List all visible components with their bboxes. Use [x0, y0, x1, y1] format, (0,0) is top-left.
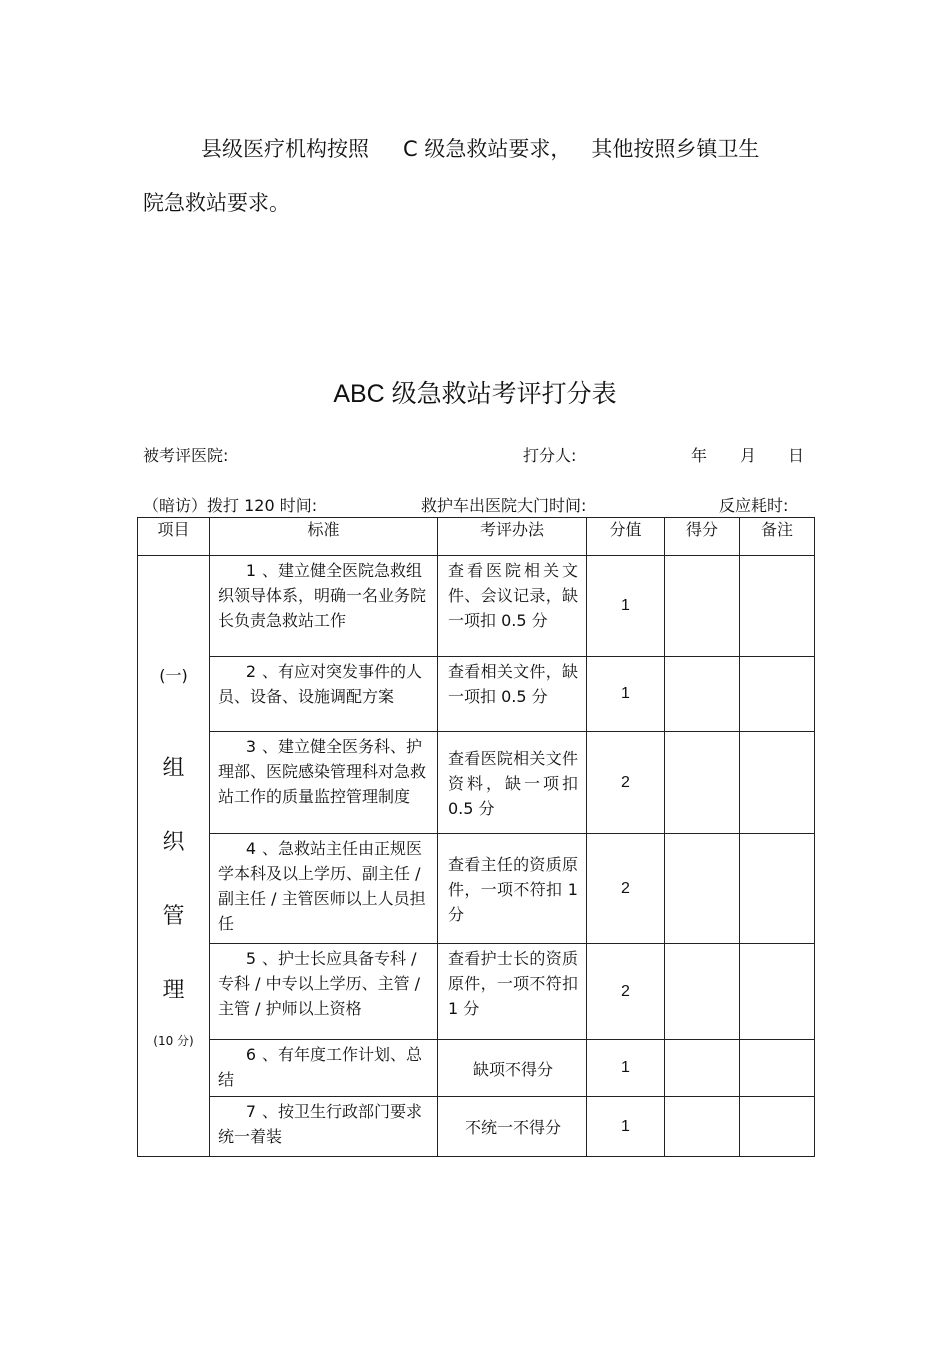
category-points: (10 分)	[153, 1034, 194, 1048]
standard-text: 、按卫生行政部门要求统一着装	[218, 1102, 423, 1146]
note-cell[interactable]	[740, 834, 815, 944]
score-cell[interactable]	[665, 834, 740, 944]
value-cell: 2	[587, 944, 665, 1040]
item-number: 7	[245, 1102, 256, 1121]
note-cell[interactable]	[740, 1097, 815, 1157]
value-cell: 2	[587, 732, 665, 834]
standard-cell	[210, 1097, 438, 1157]
intro-text-b: C 级急救站要求，	[403, 137, 572, 161]
note-cell[interactable]	[740, 1040, 815, 1097]
method-cell: 查看护士长的资质原件，一项不符扣 1 分	[438, 944, 587, 1040]
intro-text-c: 其他按照乡镇卫生	[591, 137, 760, 161]
note-cell[interactable]	[740, 732, 815, 834]
hospital-label: 被考评医院:	[143, 446, 229, 465]
score-cell[interactable]	[665, 1040, 740, 1097]
header-score: 得分	[665, 518, 740, 556]
table-row	[138, 1040, 815, 1097]
item-number: 2	[245, 662, 256, 681]
note-cell[interactable]	[740, 556, 815, 657]
item-number: 3	[245, 737, 256, 756]
note-cell[interactable]	[740, 944, 815, 1040]
table-row	[138, 556, 815, 657]
value-cell: 1	[587, 657, 665, 732]
table-row	[138, 944, 815, 1040]
table-row	[138, 657, 815, 732]
score-cell[interactable]	[665, 1097, 740, 1157]
day-label: 日	[788, 446, 805, 465]
value-cell: 1	[587, 1097, 665, 1157]
standard-text: 、护士长应具备专科 / 专科 / 中专以上学历、主管 / 主管 / 护师以上资格	[218, 949, 421, 1018]
category-char: 管	[162, 904, 185, 929]
method-cell: 查看主任的资质原件，一项不符扣 1 分	[438, 834, 587, 944]
standard-text: 、建立健全医务科、护理部、医院感染管理科对急救站工作的质量监控管理制度	[218, 737, 427, 806]
depart-time-label: 救护车出医院大门时间:	[421, 496, 587, 515]
response-time-label: 反应耗时:	[719, 496, 789, 515]
intro-paragraph	[143, 122, 803, 230]
standard-text: 、急救站主任由正规医学本科及以上学历、副主任 / 副主任 / 主管医师以上人员担任	[218, 839, 426, 933]
category-char: 织	[162, 830, 185, 855]
method-cell: 查看相关文件，缺一项扣 0.5 分	[438, 657, 587, 732]
item-number: 4	[245, 839, 256, 858]
note-cell[interactable]	[740, 657, 815, 732]
method-cell: 不统一不得分	[438, 1097, 587, 1157]
standard-cell	[210, 1040, 438, 1097]
standard-text: 、有应对突发事件的人员、设备、设施调配方案	[218, 662, 423, 706]
item-number: 1	[245, 561, 256, 580]
item-number: 5	[245, 949, 256, 968]
category-char: 组	[162, 756, 185, 781]
standard-cell	[210, 834, 438, 944]
category-cell	[138, 556, 210, 1157]
table-row	[138, 732, 815, 834]
intro-line-2: 院急救站要求。	[143, 191, 290, 215]
value-cell: 1	[587, 556, 665, 657]
document-title: ABC 级急救站考评打分表	[333, 380, 617, 408]
category-number: (一)	[159, 666, 188, 685]
standard-text: 、有年度工作计划、总结	[218, 1045, 423, 1089]
header-note: 备注	[740, 518, 815, 556]
value-cell: 2	[587, 834, 665, 944]
score-table	[137, 517, 815, 1157]
header-method: 考评办法	[438, 518, 587, 556]
scorer-label: 打分人:	[523, 446, 577, 465]
standard-cell	[210, 556, 438, 657]
value-cell: 1	[587, 1040, 665, 1097]
intro-line-1	[143, 122, 803, 176]
standard-cell	[210, 732, 438, 834]
table-row	[138, 1097, 815, 1157]
category-char: 理	[162, 978, 185, 1003]
method-cell: 缺项不得分	[438, 1040, 587, 1097]
call-time-label: （暗访）拨打 120 时间:	[143, 496, 318, 515]
item-number: 6	[245, 1045, 256, 1064]
standard-cell	[210, 944, 438, 1040]
year-label: 年	[691, 446, 708, 465]
intro-text-a: 县级医疗机构按照	[201, 137, 369, 161]
standard-cell	[210, 657, 438, 732]
score-cell[interactable]	[665, 657, 740, 732]
score-cell[interactable]	[665, 556, 740, 657]
header-value: 分值	[587, 518, 665, 556]
method-cell: 查看医院相关文件资料，缺一项扣 0.5 分	[438, 732, 587, 834]
month-label: 月	[740, 446, 757, 465]
header-standard: 标准	[210, 518, 438, 556]
header-item: 项目	[138, 518, 210, 556]
table-header-row	[138, 518, 815, 556]
table-row	[138, 834, 815, 944]
method-cell: 查看医院相关文件、会议记录，缺一项扣 0.5 分	[438, 556, 587, 657]
score-cell[interactable]	[665, 732, 740, 834]
standard-text: 、建立健全医院急救组织领导体系，明确一名业务院长负责急救站工作	[218, 561, 427, 630]
score-cell[interactable]	[665, 944, 740, 1040]
